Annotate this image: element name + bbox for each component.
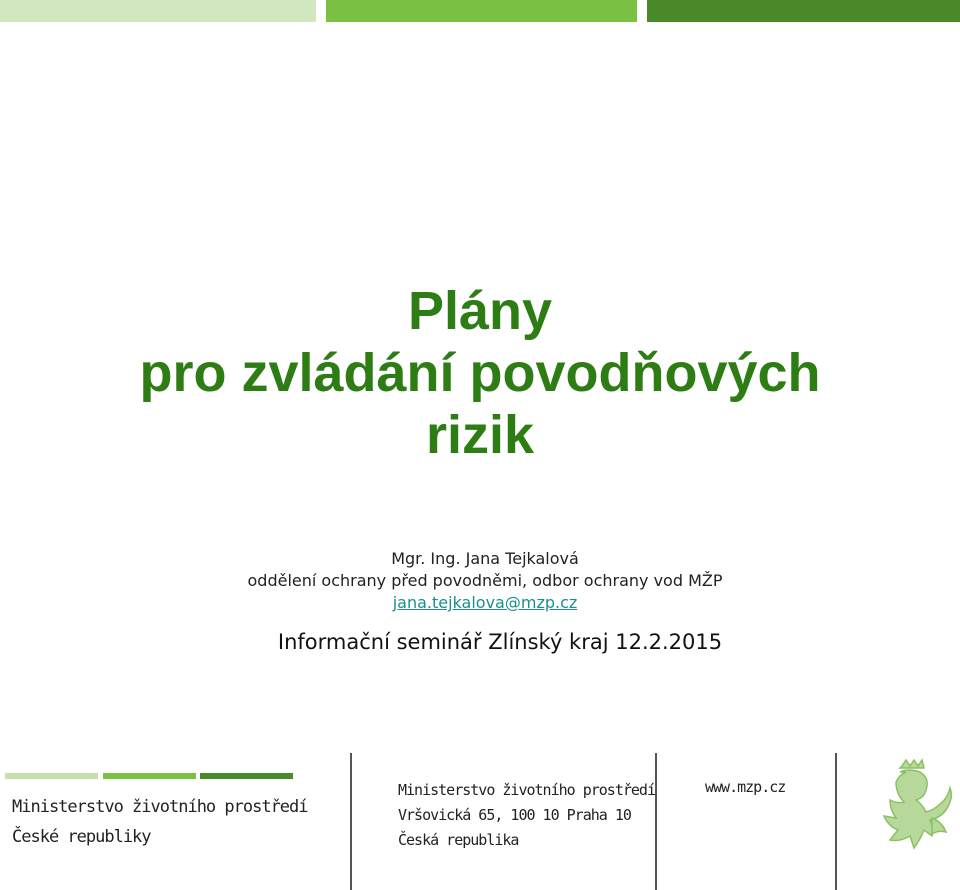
footer-address xyxy=(398,778,655,853)
footer-divider-2 xyxy=(655,753,657,890)
seminar-info: Informační seminář Zlínský kraj 12.2.2015 xyxy=(277,630,723,654)
top-bar-light xyxy=(0,0,316,22)
czech-lion-emblem-icon xyxy=(872,756,960,856)
ministry-line-1: Ministerstvo životního prostředí xyxy=(12,797,308,817)
author-block xyxy=(0,548,960,614)
author-name: Mgr. Ing. Jana Tejkalová xyxy=(391,549,579,568)
top-bar-dark xyxy=(647,0,960,22)
slide-title xyxy=(0,280,960,466)
footer-divider-3 xyxy=(835,753,837,890)
ministry-logo-text xyxy=(12,792,308,852)
footer-bar-dark xyxy=(200,773,293,779)
ministry-line-2: České republiky xyxy=(12,827,151,847)
address-line-1: Ministerstvo životního prostředí xyxy=(398,781,655,799)
top-bar-mid xyxy=(326,0,637,22)
author-department: oddělení ochrany před povodněmi, odbor ochrany vod MŽP xyxy=(247,571,723,590)
author-email-link[interactable]: jana.tejkalova@mzp.cz xyxy=(392,593,578,612)
title-line-1: Plány xyxy=(407,281,553,341)
footer-website-link[interactable]: www.mzp.cz xyxy=(705,778,786,796)
footer-bar-mid xyxy=(103,773,196,779)
title-line-3: rizik xyxy=(425,405,535,465)
footer-bar-light xyxy=(5,773,98,779)
title-line-2: pro zvládání povodňových xyxy=(139,343,821,403)
footer-divider-1 xyxy=(350,753,352,890)
address-line-3: Česká republika xyxy=(398,831,519,849)
address-line-2: Vršovická 65, 100 10 Praha 10 xyxy=(398,806,631,824)
